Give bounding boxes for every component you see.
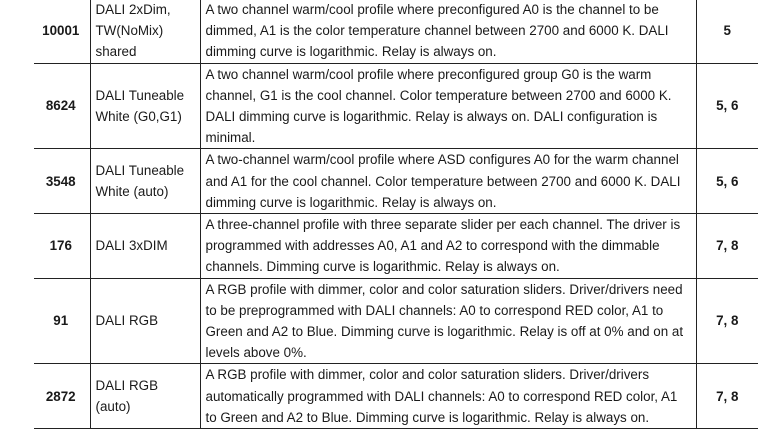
- profile-description: A RGB profile with dimmer, color and color saturation sliders. Driver/drivers need to be preprogrammed with DALI channels: A0 to correspond RED color, A1 to Green and A2 to Blue. Dimming curve is logarithmic. Relay is off at 0% and on at levels above 0%.: [200, 278, 696, 364]
- profile-notes: 7, 8: [696, 278, 758, 364]
- profile-id: 3548: [34, 149, 90, 214]
- profile-name: DALI RGB (auto): [90, 364, 200, 429]
- profile-notes: 5, 6: [696, 149, 758, 214]
- profile-description: A two channel warm/cool profile where preconfigured group G0 is the warm channel, G1 is the cool channel. Color temperature between 2700 and 6000 K. DALI dimming curve is logarithmic. Relay is always on. DALI configuration is minimal.: [200, 63, 696, 149]
- profile-description: A two-channel warm/cool profile where ASD configures A0 for the warm channel and A1 for the cool channel. Color temperature between 2700 and 6000 K. DALI dimming curve is logarithmic. Relay is always on.: [200, 149, 696, 214]
- profile-name: DALI 2xDim, TW(NoMix) shared: [90, 0, 200, 63]
- profile-description: A three-channel profile with three separate slider per each channel. The driver is programmed with addresses A0, A1 and A2 to correspond with the dimmable channels. Dimming curve is logarithmic. Relay is always on.: [200, 214, 696, 279]
- table-row: [34, 63, 758, 149]
- profile-description: A two channel warm/cool profile where preconfigured A0 is the channel to be dimmed, A1 is the color temperature channel between 2700 and 6000 K. DALI dimming curve is logarithmic. Relay is always on.: [200, 0, 696, 63]
- table-row: [34, 0, 758, 63]
- table-row: [34, 278, 758, 364]
- profile-name: DALI 3xDIM: [90, 214, 200, 279]
- table-row: [34, 214, 758, 279]
- profile-description: A RGB profile with dimmer, color and color saturation sliders. Driver/drivers automatically programmed with DALI channels: A0 to correspond RED color, A1 to Green and A2 to Blue. Dimming curve is logarithmic. Relay is always on.: [200, 364, 696, 429]
- dali-profiles-table: [34, 0, 758, 429]
- profile-id: 8624: [34, 63, 90, 149]
- profile-id: 91: [34, 278, 90, 364]
- profile-id: 2872: [34, 364, 90, 429]
- profile-notes: 7, 8: [696, 214, 758, 279]
- profile-name: DALI RGB: [90, 278, 200, 364]
- profile-notes: 5: [696, 0, 758, 63]
- profile-id: 176: [34, 214, 90, 279]
- profile-notes: 7, 8: [696, 364, 758, 429]
- table-row: [34, 149, 758, 214]
- table-row: [34, 364, 758, 429]
- profile-name: DALI Tuneable White (auto): [90, 149, 200, 214]
- profile-id: 10001: [34, 0, 90, 63]
- profile-notes: 5, 6: [696, 63, 758, 149]
- profile-name: DALI Tuneable White (G0,G1): [90, 63, 200, 149]
